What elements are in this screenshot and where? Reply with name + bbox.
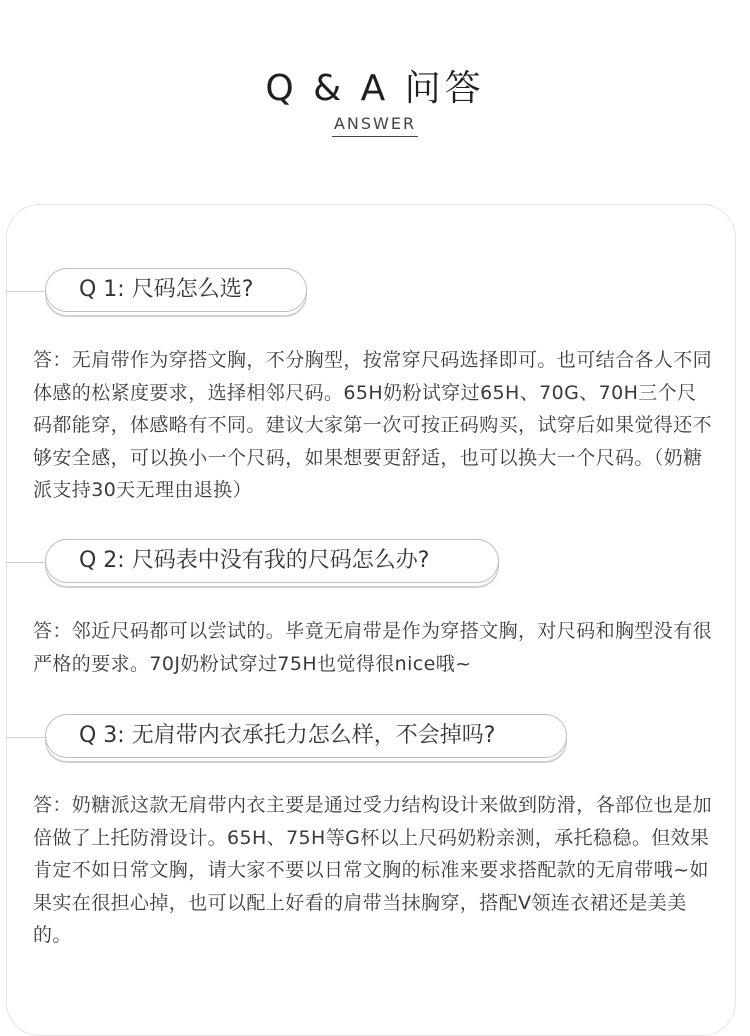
question-connector-line bbox=[6, 291, 46, 292]
answer-1-text: 答：无肩带作为穿搭文胸，不分胸型，按常穿尺码选择即可。也可结合各人不同体感的松紧度要求，选择相邻尺码。65H奶粉试穿过65H、70G、70H三个尺码都能穿，体感略有不同。建议大家第一次可按正码购买，试穿后如果觉得还不够安全感，可以换小一个尺码，如果想要更舒适，也可以换大一个尺码。（奶糖派支持30天无理由退换） bbox=[33, 349, 713, 501]
question-3-text: Q 3: 无肩带内衣承托力怎么样，不会掉吗? bbox=[79, 723, 496, 748]
answer-2-text: 答：邻近尺码都可以尝试的。毕竟无肩带是作为穿搭文胸，对尺码和胸型没有很严格的要求。70J奶粉试穿过75H也觉得很nice哦~ bbox=[33, 620, 713, 675]
question-connector-line bbox=[6, 562, 46, 563]
page-header bbox=[0, 66, 750, 137]
question-2-pill bbox=[45, 539, 499, 583]
answer-3-text: 答：奶糖派这款无肩带内衣主要是通过受力结构设计来做到防滑，各部位也是加倍做了上托防滑设计。65H、75H等G杯以上尺码奶粉亲测，承托稳稳。但效果肯定不如日常文胸，请大家不要以日常文胸的标准来要求搭配款的无肩带哦~如果实在很担心掉，也可以配上好看的肩带当抹胸穿，搭配V领连衣裙还是美美的。 bbox=[33, 794, 713, 946]
subtitle-underline bbox=[332, 114, 418, 137]
question-1-pill bbox=[45, 268, 307, 312]
question-connector-line bbox=[6, 737, 46, 738]
page-title: Q & A 问答 bbox=[265, 68, 485, 109]
question-1-text: Q 1: 尺码怎么选? bbox=[79, 277, 254, 302]
page-subtitle: ANSWER bbox=[333, 114, 417, 133]
question-2-text: Q 2: 尺码表中没有我的尺码怎么办? bbox=[79, 548, 430, 573]
question-3-pill bbox=[45, 714, 567, 758]
